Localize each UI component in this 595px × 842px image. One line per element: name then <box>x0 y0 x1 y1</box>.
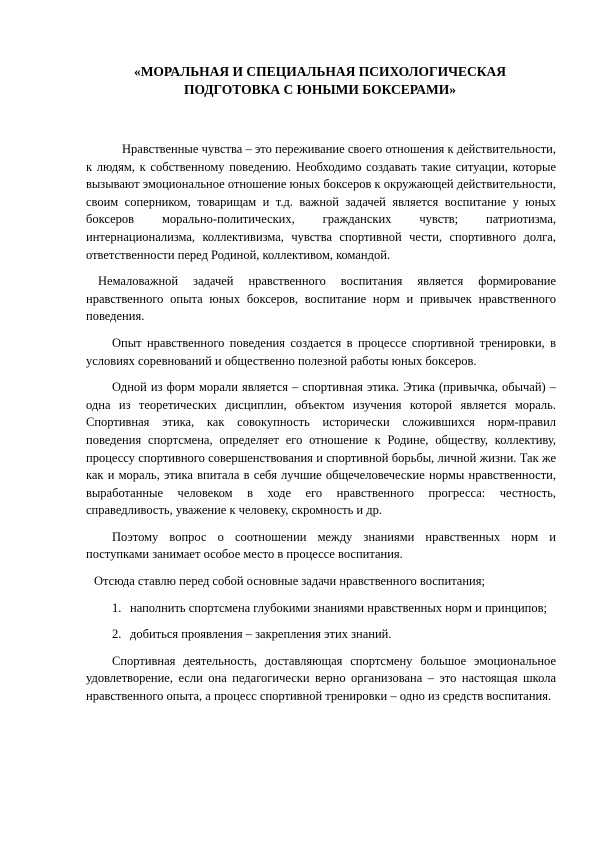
list-item-number: 1. <box>112 600 122 615</box>
list-item <box>86 600 556 618</box>
paragraph-tasks-intro: Отсюда ставлю перед собой основные задачи нравственного воспитания; <box>94 574 485 589</box>
paragraph-moral-feelings: Нравственные чувства – это переживание своего отношения к действительности, к людям, к собственному поведению. Необходимо создавать такие ситуации, которые вызывают эмоциональное отношение юных боксеров к окружающей действительности, своим соперником, товарищам и т.д. важной задачей является воспитание у юных боксеров морально-политических, гражданских чувств; патриотизма, интернационализма, коллективизма, чувства спортивной чести, спортивного долга, ответственности перед Родиной, коллективом, командой. <box>86 142 556 262</box>
title-line-2: ПОДГОТОВКА С ЮНЫМИ БОКСЕРАМИ» <box>183 82 457 97</box>
title-line-1: «МОРАЛЬНАЯ И СПЕЦИАЛЬНАЯ ПСИХОЛОГИЧЕСКАЯ <box>133 64 507 79</box>
tasks-list <box>86 600 556 644</box>
list-item <box>86 626 556 644</box>
list-item-text: добиться проявления – закрепления этих знаний. <box>130 627 392 642</box>
paragraph-sports-ethics: Одной из форм морали является – спортивная этика. Этика (привычка, обычай) – одна из теоретических дисциплин, объектом изучения которой является мораль. Спортивная этика, как совокупность исторически сложившихся норм-правил поведения спортсмена, определяет его отношение к Родине, обществу, коллективу, процессу спортивного совершенствования и спортивной борьбы, личной жизни. Так же как и мораль, этика впитала в себя лучшие общечеловеческие нормы нравственности, выработанные человеком в ходе его нравственного прогресса: честность, справедливость, уважение к человеку, скромность и др. <box>86 380 556 518</box>
document-body <box>86 141 556 715</box>
paragraph-behavior-experience: Опыт нравственного поведения создается в процессе спортивной тренировки, в условиях соревнований и общественно полезной работы юных боксеров. <box>86 335 556 368</box>
paragraph-sports-activity: Спортивная деятельность, доставляющая спортсмену большое эмоциональное удовлетворение, если она педагогически верно организована – это настоящая школа нравственного опыта, а процесс спортивной тренировки – одно из средств воспитания. <box>86 653 556 704</box>
paragraph-moral-experience: Немаловажной задачей нравственного воспитания является формирование нравственного опыта юных боксеров, воспитание норм и привычек нравственного поведения. <box>86 274 556 324</box>
list-item-text: наполнить спортсмена глубокими знаниями нравственных норм и принципов; <box>130 600 547 615</box>
list-item-number: 2. <box>112 627 122 642</box>
document-title <box>60 63 580 99</box>
paragraph-knowledge-actions: Поэтому вопрос о соотношении между знаниями нравственных норм и поступками занимает особое место в процессе воспитания. <box>86 529 556 562</box>
